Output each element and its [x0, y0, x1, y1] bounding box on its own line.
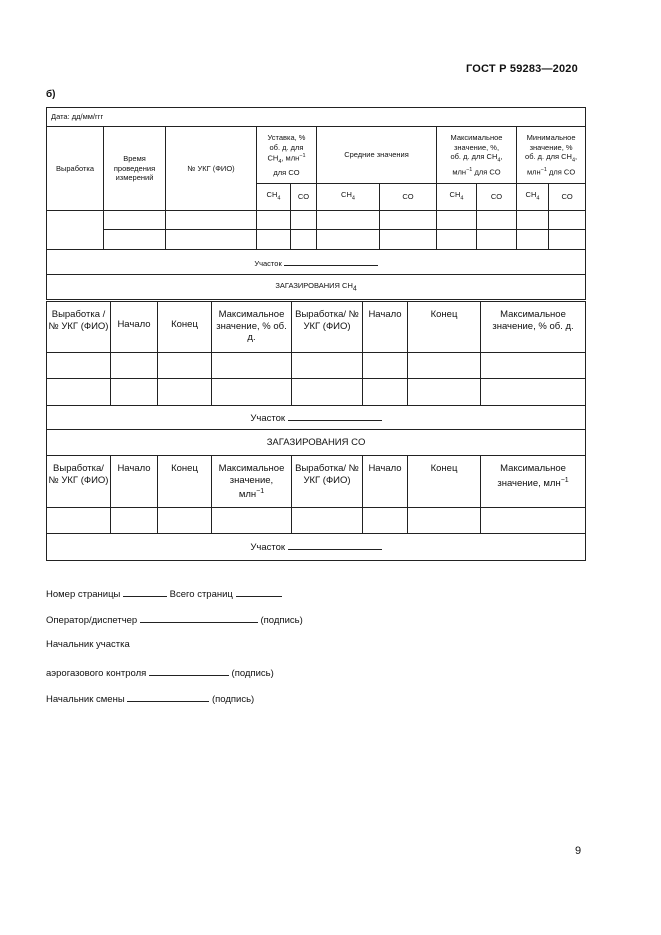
co-gassing-table: [46, 429, 586, 561]
section-title-co: ЗАГАЗИРОВАНИЯ CO: [47, 430, 586, 456]
table-cell[interactable]: [104, 230, 166, 250]
col-end: Конец: [408, 456, 481, 508]
table-cell[interactable]: [104, 211, 166, 230]
page-number: 9: [575, 845, 582, 857]
table-row: [47, 508, 586, 534]
table-cell[interactable]: [292, 379, 363, 406]
table-cell[interactable]: [363, 353, 408, 379]
table-cell[interactable]: [257, 230, 291, 250]
col-end: Конец: [408, 302, 481, 353]
chief-label: Начальник участка: [46, 639, 130, 650]
table-cell[interactable]: [291, 211, 317, 230]
signature-label: (подпись): [260, 615, 303, 626]
chief-label-2: аэрогазового контроля: [46, 668, 147, 679]
area-field[interactable]: Участок: [47, 534, 586, 561]
table-cell[interactable]: [158, 353, 212, 379]
table-cell[interactable]: [212, 508, 292, 534]
measurement-table: [46, 107, 586, 300]
table-cell[interactable]: [158, 379, 212, 406]
table-cell[interactable]: [111, 508, 158, 534]
table-cell[interactable]: [408, 508, 481, 534]
table-cell[interactable]: [517, 230, 549, 250]
shift-chief-line: [46, 692, 254, 705]
table-cell[interactable]: [111, 353, 158, 379]
col-average: Средние значения: [317, 127, 437, 184]
col-ukg: № УКГ (ФИО): [166, 127, 257, 211]
table-cell[interactable]: [47, 379, 111, 406]
chief-field[interactable]: [149, 666, 229, 676]
col-start: Начало: [363, 302, 408, 353]
area-field[interactable]: Участок: [47, 406, 586, 430]
table-cell[interactable]: [477, 211, 517, 230]
table-cell[interactable]: [292, 508, 363, 534]
table-row: [47, 211, 586, 230]
table-cell[interactable]: [158, 508, 212, 534]
sub-ch4: $CH_4$: [517, 184, 549, 211]
table-cell[interactable]: [380, 230, 437, 250]
section-title-ch4: ЗАГАЗИРОВАНИЯ $CH_4$: [47, 275, 586, 300]
col-start: Начало: [111, 456, 158, 508]
table-row: [47, 230, 586, 250]
col-vyrabotka: Выработка / № УКГ (ФИО): [47, 302, 111, 353]
col-time: Время проведения измерений: [104, 127, 166, 211]
chief-line-1: [46, 639, 130, 650]
table-cell[interactable]: [481, 508, 586, 534]
table-cell[interactable]: [166, 211, 257, 230]
table-cell[interactable]: [408, 379, 481, 406]
col-max-value: Максимальное значение, млн$^{-1}$: [212, 456, 292, 508]
col-vyrabotka: Выработка/ № УКГ (ФИО): [47, 456, 111, 508]
sub-co: CO: [291, 184, 317, 211]
date-label: Дата: дд/мм/ггг: [47, 108, 586, 127]
ch4-gassing-table: [46, 301, 586, 430]
table-cell[interactable]: [549, 230, 586, 250]
sub-co: CO: [549, 184, 586, 211]
table-cell[interactable]: [292, 353, 363, 379]
table-cell[interactable]: [437, 211, 477, 230]
table-cell[interactable]: [166, 230, 257, 250]
table-cell[interactable]: [549, 211, 586, 230]
table-cell[interactable]: [380, 211, 437, 230]
table-cell[interactable]: [477, 230, 517, 250]
table-cell[interactable]: [363, 508, 408, 534]
sub-ch4: $CH_4$: [257, 184, 291, 211]
table-cell[interactable]: [437, 230, 477, 250]
signature-label: (подпись): [211, 694, 255, 705]
operator-field[interactable]: [140, 613, 258, 623]
col-start: Начало: [363, 456, 408, 508]
col-start: Начало: [111, 302, 158, 353]
table-row: [47, 379, 586, 406]
table-cell[interactable]: [317, 211, 380, 230]
area-field[interactable]: Участок: [47, 250, 586, 275]
table-cell[interactable]: [291, 230, 317, 250]
shift-chief-field[interactable]: [127, 692, 209, 702]
signature-label: (подпись): [231, 668, 274, 679]
table-cell[interactable]: [481, 379, 586, 406]
col-ustavka: Уставка, % об. д. для $CH_4$, млн$^{-1}$ для CO: [257, 127, 317, 184]
page-number-field[interactable]: [123, 587, 167, 597]
shift-chief-label: Начальник смены: [46, 694, 125, 705]
table-cell[interactable]: [212, 379, 292, 406]
sub-ch4: $CH_4$: [317, 184, 380, 211]
table-cell[interactable]: [47, 508, 111, 534]
table-cell[interactable]: [257, 211, 291, 230]
page-number-label: Номер страницы: [46, 589, 121, 600]
table-cell[interactable]: [363, 379, 408, 406]
table-cell[interactable]: [47, 211, 104, 250]
col-min: Минимальное значение, % об. д. для $CH_4$, млн$^{-1}$ для CO: [517, 127, 586, 184]
table-cell[interactable]: [517, 211, 549, 230]
col-vyrabotka: Выработка/ № УКГ (ФИО): [292, 456, 363, 508]
form-variant-label: б): [46, 89, 56, 100]
chief-line-2: [46, 666, 274, 679]
sub-ch4: $CH_4$: [437, 184, 477, 211]
standard-number: ГОСТ Р 59283—2020: [466, 63, 578, 75]
operator-label: Оператор/диспетчер: [46, 615, 138, 626]
sub-co: CO: [380, 184, 437, 211]
col-end: Конец: [158, 456, 212, 508]
table-cell[interactable]: [317, 230, 380, 250]
col-max-value: Максимальное значение, млн$^{-1}$: [481, 456, 586, 508]
page-count-line: [46, 587, 282, 600]
table-cell[interactable]: [47, 353, 111, 379]
total-pages-label: Всего страниц: [169, 589, 233, 600]
col-vyrabotka: Выработка/ № УКГ (ФИО): [292, 302, 363, 353]
table-cell[interactable]: [481, 353, 586, 379]
sub-co: CO: [477, 184, 517, 211]
col-max-value: Максимальное значение, % об. д.: [212, 302, 292, 353]
table-cell[interactable]: [212, 353, 292, 379]
table-row: [47, 353, 586, 379]
operator-line: [46, 613, 303, 626]
col-max-value: Максимальное значение, % об. д.: [481, 302, 586, 353]
table-cell[interactable]: [111, 379, 158, 406]
col-end: Конец: [158, 302, 212, 353]
col-vyrabotka: Выработка: [47, 127, 104, 211]
col-max: Максимальное значение, %, об. д. для $CH_4$, млн$^{-1}$ для CO: [437, 127, 517, 184]
table-cell[interactable]: [408, 353, 481, 379]
total-pages-field[interactable]: [236, 587, 282, 597]
